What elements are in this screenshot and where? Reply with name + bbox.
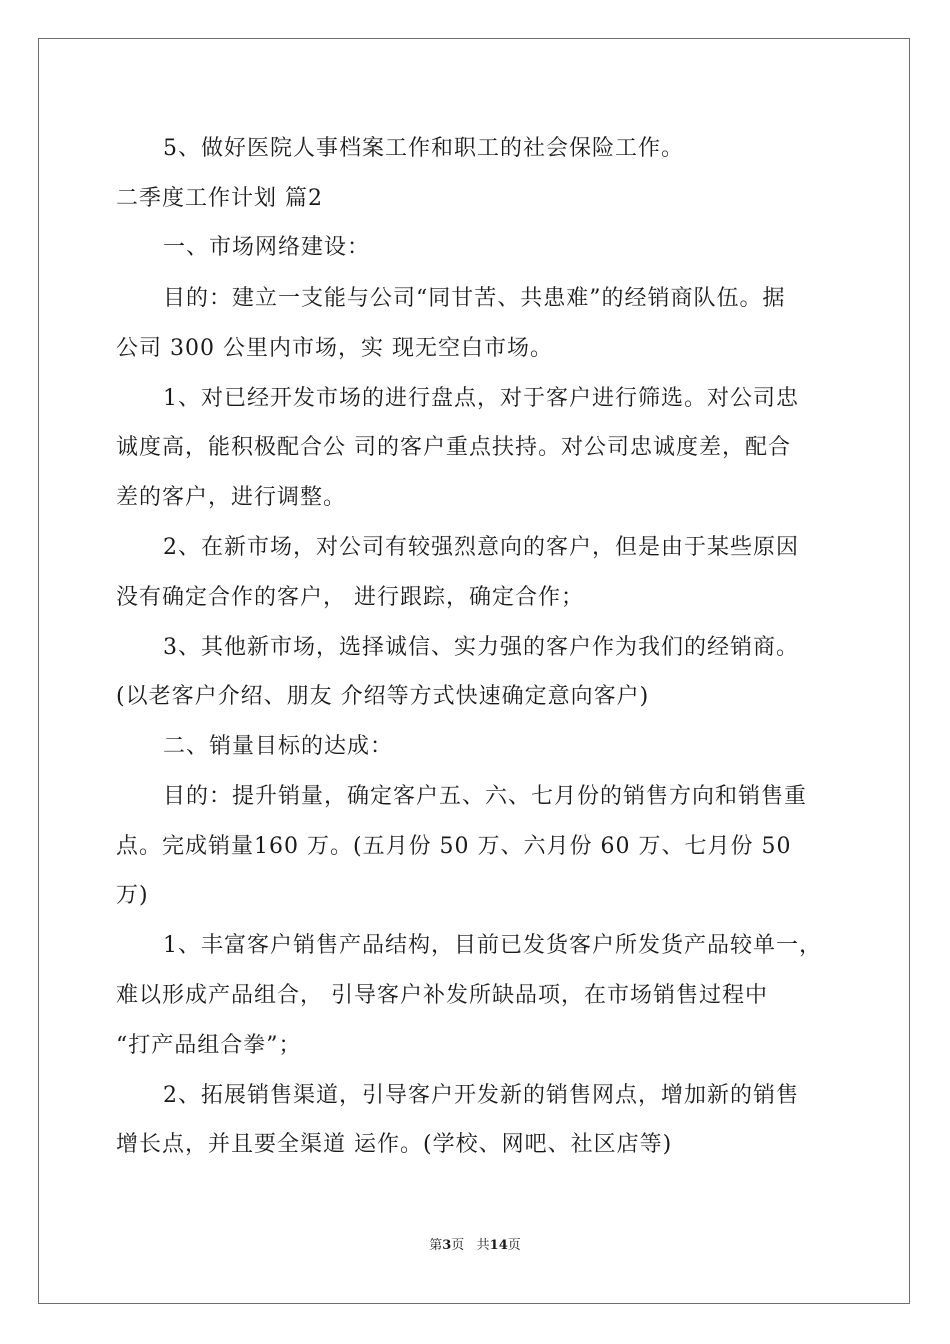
paragraph-line: 2、拓展销售渠道，引导客户开发新的销售网点，增加新的销售 bbox=[163, 1083, 799, 1108]
paragraph-line: 增长点，并且要全渠道 运作。(学校、网吧、社区店等) bbox=[116, 1132, 673, 1157]
page-suffix: 页 bbox=[507, 1238, 521, 1253]
paragraph-line: 诚度高，能积极配合公 司的客户重点扶持。对公司忠诚度差，配合 bbox=[116, 435, 791, 460]
paragraph-line: 没有确定合作的客户， 进行跟踪，确定合作； bbox=[116, 585, 584, 610]
paragraph-line: 目的：建立一支能与公司“同甘苦、共患难”的经销商队伍。据 bbox=[163, 286, 786, 311]
paragraph-line: 差的客户，进行调整。 bbox=[116, 485, 347, 510]
page-current: 3 bbox=[442, 1238, 452, 1253]
page-prefix: 第 bbox=[429, 1238, 443, 1253]
paragraph-line: (以老客户介绍、朋友 介绍等方式快速确定意向客户) bbox=[116, 684, 650, 709]
section-heading: 二季度工作计划 篇2 bbox=[116, 186, 323, 211]
page-mid: 页 共 bbox=[451, 1238, 490, 1253]
subsection-heading: 二、销量目标的达成： bbox=[163, 734, 394, 759]
paragraph-line: 万) bbox=[116, 883, 149, 908]
page-border bbox=[38, 38, 910, 1304]
paragraph-line: 1、丰富客户销售产品结构，目前已发货客户所发货产品较单一， bbox=[163, 933, 822, 958]
paragraph-line: 3、其他新市场，选择诚信、实力强的客户作为我们的经销商。 bbox=[163, 635, 799, 660]
paragraph-line: 公司 300 公里内市场，实 现无空白市场。 bbox=[116, 336, 553, 361]
paragraph-line: 目的：提升销量，确定客户五、六、七月份的销售方向和销售重 bbox=[163, 784, 808, 809]
paragraph-line: 5、做好医院人事档案工作和职工的社会保险工作。 bbox=[163, 136, 684, 161]
paragraph-line: “打产品组合拳”； bbox=[116, 1033, 302, 1058]
subsection-heading: 一、市场网络建设： bbox=[163, 235, 371, 260]
paragraph-line: 难以形成产品组合， 引导客户补发所缺品项，在市场销售过程中 bbox=[116, 983, 768, 1008]
page-total: 14 bbox=[489, 1238, 508, 1253]
paragraph-line: 2、在新市场，对公司有较强烈意向的客户，但是由于某些原因 bbox=[163, 535, 799, 560]
paragraph-line: 1、对已经开发市场的进行盘点，对于客户进行筛选。对公司忠 bbox=[163, 386, 799, 411]
page-footer bbox=[0, 1237, 950, 1255]
paragraph-line: 点。完成销量160 万。(五月份 50 万、六月份 60 万、七月份 50 bbox=[116, 834, 792, 859]
